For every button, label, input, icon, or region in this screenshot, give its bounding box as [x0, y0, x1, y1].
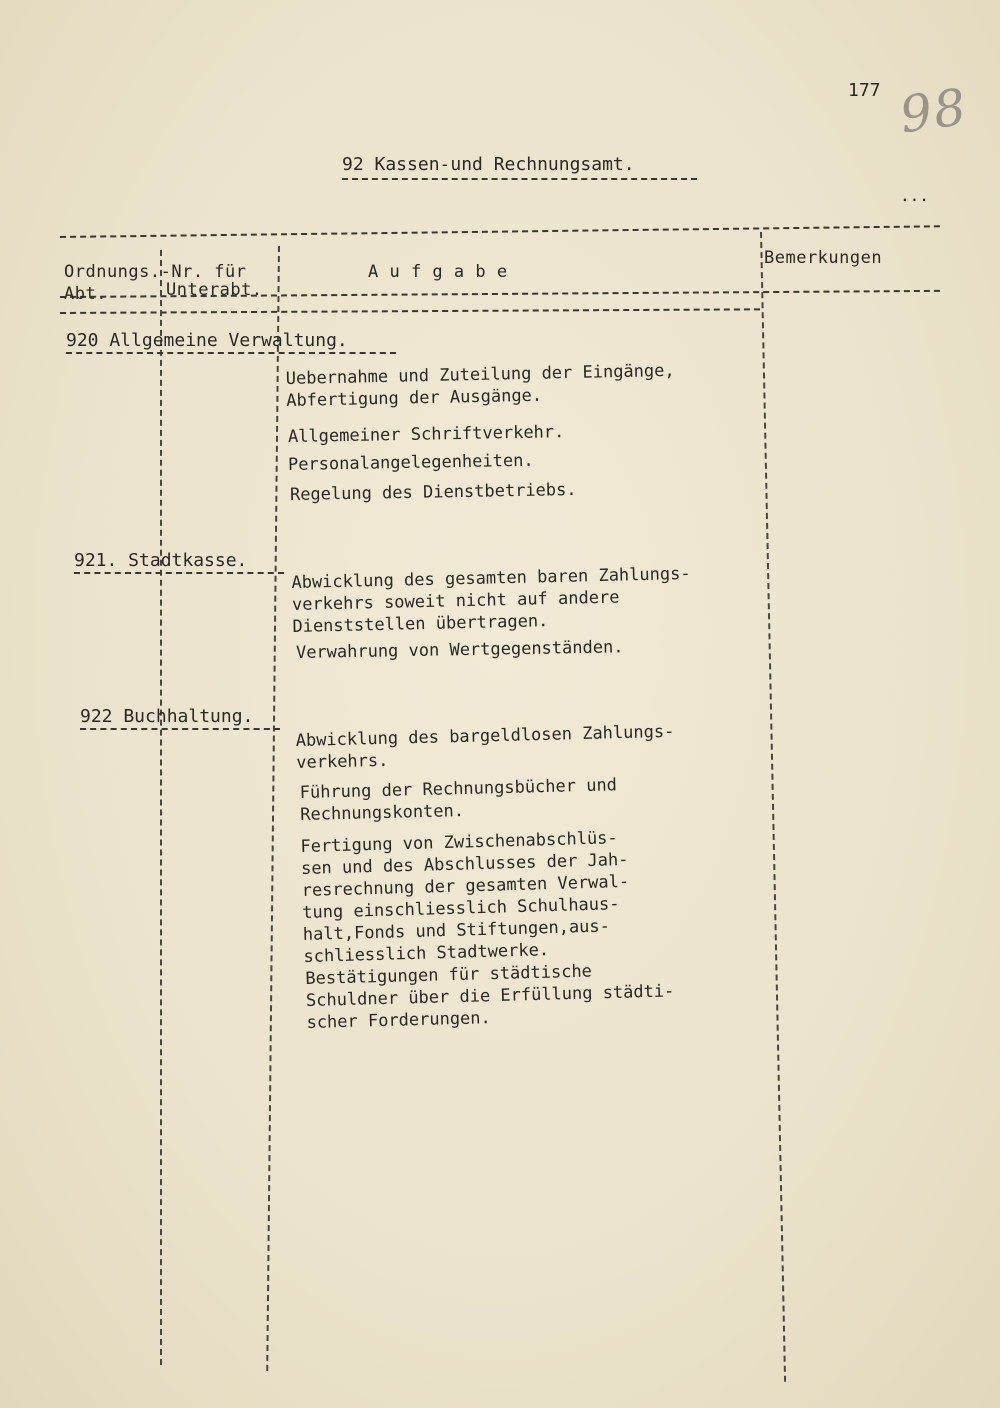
- page-number: 177: [848, 80, 881, 101]
- section-underline-921: [74, 572, 284, 574]
- page-title: 92 Kassen-und Rechnungsamt.: [342, 154, 635, 175]
- section-heading-921: 921. Stadtkasse.: [74, 550, 248, 571]
- column-divider-3: [760, 232, 786, 1382]
- section-922-item-4: Bestätigungen für städtische Schuldner über die Erfüllung städti- scher Forderungen.: [305, 961, 675, 1033]
- header-bottom-rule-2: [60, 308, 760, 314]
- section-922-item-2: Führung der Rechnungsbücher und Rechnungskonten.: [299, 775, 618, 825]
- section-heading-922: 922 Buchhaltung.: [80, 706, 254, 727]
- header-aufgabe: A u f g a b e: [368, 262, 508, 282]
- table-top-rule: [60, 225, 940, 238]
- title-underline: [342, 178, 697, 180]
- section-920-item-3: Personalangelegenheiten.: [287, 450, 534, 475]
- column-divider-2: [266, 246, 280, 1371]
- header-bemerkungen: Bemerkungen: [764, 248, 883, 268]
- column-divider-1: [160, 250, 162, 1365]
- section-922-item-3: Fertigung von Zwischenabschlüs- sen und des Abschlusses der Jah- resrechnung der gesamten Verwal- tung einschliesslich Schulhaus- halt,Fonds und Stiftungen,aus- schliesslich Stadtwerke.: [300, 828, 630, 967]
- handwritten-folio-number: 98: [896, 77, 972, 145]
- section-920-item-2: Allgemeiner Schriftverkehr.: [287, 422, 565, 447]
- section-921-item-2: Verwahrung von Wertgegenständen.: [295, 637, 624, 663]
- header-ordnungs-nr: Ordnungs.-Nr. für: [64, 262, 247, 282]
- section-underline-922: [80, 728, 280, 730]
- section-921-item-1: Abwicklung des gesamten baren Zahlungs- verkehrs soweit nicht auf andere Dienststellen übertragen.: [291, 563, 691, 637]
- header-unterabt: Unterabt.: [166, 280, 263, 300]
- section-underline-920: [66, 352, 396, 354]
- header-abt: Abt.: [64, 284, 107, 304]
- ellipsis-mark: ...: [900, 186, 929, 205]
- section-922-item-1: Abwicklung des bargeldlosen Zahlungs- verkehrs.: [295, 721, 675, 773]
- section-920-item-4: Regelung des Dienstbetriebs.: [289, 480, 577, 505]
- section-920-item-1: Uebernahme und Zuteilung der Eingänge, Abfertigung der Ausgänge.: [285, 360, 675, 411]
- section-heading-920: 920 Allgemeine Verwaltung.: [66, 330, 348, 351]
